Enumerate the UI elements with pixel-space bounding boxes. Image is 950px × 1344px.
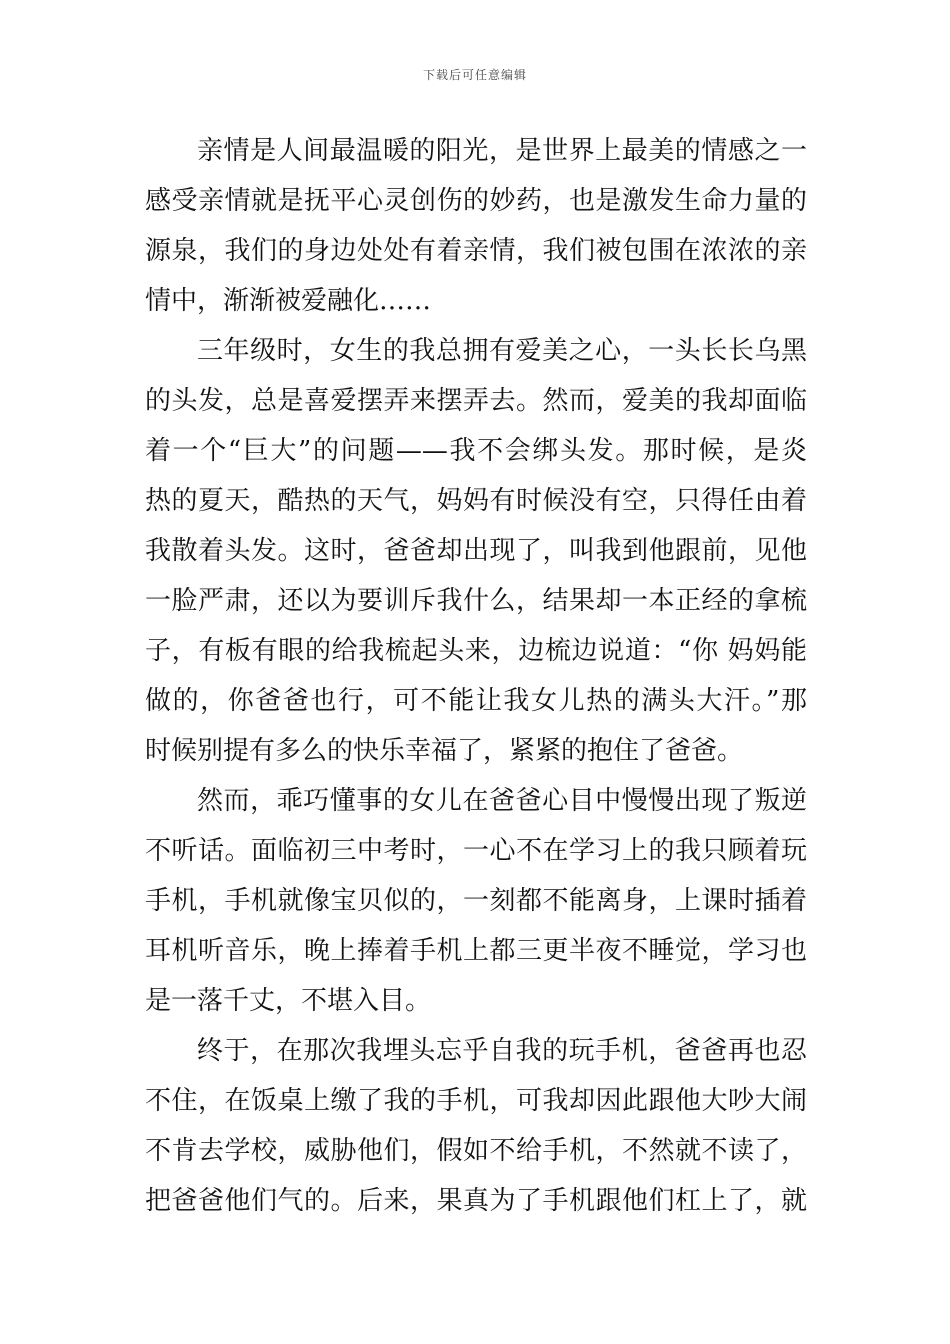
text-line: 不住，在饭桌上缴了我的手机，可我却因此跟他大吵大闹	[145, 1086, 807, 1116]
text-line: 着一个“巨大”的问题——我不会绑头发。那时候，是炎	[145, 436, 807, 466]
text-line: 我散着头发。这时，爸爸却出现了，叫我到他跟前，见他	[145, 536, 807, 566]
header-note: 下载后可任意编辑	[422, 68, 527, 82]
body-text	[145, 126, 807, 1226]
text-line: 感受亲情就是抚平心灵创伤的妙药，也是激发生命力量的	[145, 186, 807, 216]
text-line: 的头发，总是喜爱摆弄来摆弄去。然而，爱美的我却面临	[145, 386, 807, 416]
text-line: 做的，你爸爸也行，可不能让我女儿热的满头大汗。”那	[145, 686, 807, 716]
text-line: 然而，乖巧懂事的女儿在爸爸心目中慢慢出现了叛逆	[197, 786, 807, 816]
text-line: 热的夏天，酷热的天气，妈妈有时候没有空，只得任由着	[145, 486, 807, 516]
text-line: 耳机听音乐，晚上捧着手机上都三更半夜不睡觉，学习也	[145, 936, 807, 966]
text-line: 子，有板有眼的给我梳起头来，边梳边说道：“你 妈妈能	[145, 636, 807, 666]
text-line: 情中，渐渐被爱融化……	[145, 286, 432, 316]
text-line: 不肯去学校，威胁他们，假如不给手机，不然就不读了，	[145, 1136, 807, 1166]
text-line: 一脸严肃，还以为要训斥我什么，结果却一本正经的拿梳	[145, 586, 807, 616]
text-line: 是一落千丈，不堪入目。	[145, 986, 432, 1016]
text-line: 终于，在那次我埋头忘乎自我的玩手机，爸爸再也忍	[197, 1036, 807, 1066]
text-line: 源泉，我们的身边处处有着亲情，我们被包围在浓浓的亲	[145, 236, 807, 266]
text-line: 三年级时，女生的我总拥有爱美之心，一头长长乌黑	[197, 336, 807, 366]
text-line: 把爸爸他们气的。后来，果真为了手机跟他们杠上了，就	[145, 1186, 807, 1216]
text-line: 时候别提有多么的快乐幸福了，紧紧的抱住了爸爸。	[145, 736, 744, 766]
text-line: 亲情是人间最温暖的阳光，是世界上最美的情感之一	[197, 136, 807, 166]
text-line: 不听话。面临初三中考时，一心不在学习上的我只顾着玩	[145, 836, 807, 866]
text-line: 手机，手机就像宝贝似的，一刻都不能离身，上课时插着	[145, 886, 807, 916]
